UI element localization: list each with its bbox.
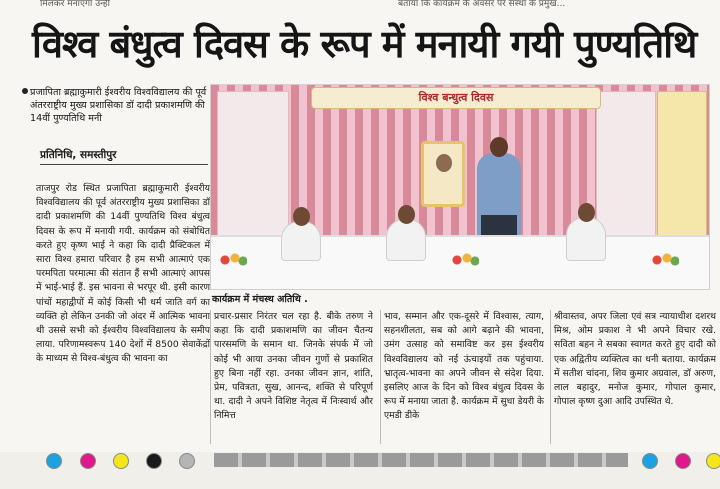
top-strip-right-text: बताया कि कार्यक्रम के अवसर पर संस्था के प्रमुख... <box>398 0 566 9</box>
grey-registration-dot <box>179 453 195 469</box>
headline: विश्व बंधुत्व दिवस के रूप में मनायी गयी पुण्यतिथि <box>32 22 697 66</box>
seated-guest <box>281 221 321 261</box>
flower-bouquet <box>651 253 679 267</box>
summary <box>30 86 208 125</box>
registration-strip <box>214 453 628 467</box>
magenta-registration-dot <box>80 453 96 469</box>
cyan-registration-dot <box>46 453 62 469</box>
flower-bouquet <box>451 253 479 267</box>
stage-banner: विश्व बन्धुत्व दिवस <box>311 87 601 109</box>
framed-portrait <box>421 141 465 207</box>
top-strip-left-text: मिलकर मनाएगा उन्हीं <box>40 0 110 9</box>
yellow-registration-dot <box>113 453 129 469</box>
portrait-panel-left <box>217 91 289 239</box>
yellow-registration-dot <box>706 453 720 469</box>
seated-guest <box>386 219 426 261</box>
top-strip <box>0 0 720 12</box>
portrait-panel-right <box>596 91 656 239</box>
cyan-registration-dot <box>642 453 658 469</box>
black-registration-dot <box>146 453 162 469</box>
article-column-4: श्रीवास्तव, अपर जिला एवं सत्र न्यायाधीश दशरथ मिश्र, ओम प्रकाश ने भी अपने विचार रखे. सविता बहन ने सबका स्वागत करते हुए दादी को एक अद्वितीय व्यक्तित्व का धनी बताया. कार्यक्रम में सतीश चांदना, शिव कुमार अग्रवाल, डॉ अरुण, लाल बहादुर, मनोज कुमार, गोपाल कुमार, गोपाल कृष्ण दुआ आदि उपस्थित थे. <box>550 310 716 444</box>
article-column-1: ताजपुर रोड स्थित प्रजापिता ब्रह्माकुमारी ईश्वरीय विश्वविद्यालय की पूर्व अंतरराष्ट्रीय मुख्य प्रशासिका डॉ दादी प्रकाशमणि की 14वीं पुण्यतिथि विश्व बंधुत्व दिवस के रूप में मनायी गयी. कार्यक्रम को संबोधित करते हुए कृष्ण भाई ने कहा कि दादी प्रैक्टिकल में सारा विश्व हमारा परिवार है हम सभी आत्माएं एक परमपिता परमात्मा की संतान हैं सभी आत्माएं आपस में भाई-भाई हैं. इस भावना से भरपूर थी. इसी कारण पांचों महाद्वीपों में कोई किसी भी धर्म जाति वर्ग का व्यक्ति हो लेकिन उनकी जो अंदर में आत्मिक भावना थी उससे सभी को ईश्वरीय विश्वविद्यालय के समीप लाया. परिणामस्वरूप 140 देशों में 8500 सेवाकेंद्रों के माध्यम से विश्व-बंधुत्व की भावना का <box>36 183 210 365</box>
magenta-registration-dot <box>675 453 691 469</box>
summary-text: प्रजापिता ब्रह्माकुमारी ईश्वरीय विश्वविद्यालय की पूर्व अंतरराष्ट्रीय मुख्य प्रशासिका डॉ दादी प्रकाशमणि की 14वीं पुण्यतिथि मनी <box>30 87 207 124</box>
seated-guest <box>566 217 606 261</box>
event-photo <box>210 84 710 290</box>
article-column-2: प्रचार-प्रसार निरंतर चल रहा है. बीके तरुण ने कहा कि दादी प्रकाशमणि का जीवन चैतन्य पारसमणि के समान था. जिनके संपर्क में जो कोई भी आया उनका जीवन गुणों से प्रकाशित हुए बिना नहीं रहा. उनका जीवन ज्ञान, शांति, प्रेम, पवित्रता, सुख, आनन्द, शक्ति से परिपूर्ण था. दादी ने अपने विशिष्ट नेतृत्व में निःस्वार्थ और निमित्त <box>210 310 373 444</box>
photo-caption: कार्यक्रम में मंचस्थ अतिथि . <box>212 294 308 305</box>
article-column-3: भाव, सम्मान और एक-दूसरे में विश्वास, त्याग, सहनशीलता, सब को आगे बढ़ाने की भावना, उमंग उत्साह को समाविष्ट कर इस ईश्वरीय विश्वविद्यालय को नई ऊंचाइयों तक पहुंचाया. भ्रातृत्व-भावना का अपने जीवन से संदेश दिया. इसलिए आज के दिन को विश्व बंधुत्व दिवस के रूप में मनाया जाता है. कार्यक्रम में सुधा डेयरी के एमडी डीके <box>380 310 544 444</box>
bullet-icon <box>22 88 28 94</box>
byline: प्रतिनिधि, समस्तीपुर <box>40 148 208 165</box>
deity-panel <box>657 91 707 239</box>
flower-bouquet <box>219 253 247 267</box>
